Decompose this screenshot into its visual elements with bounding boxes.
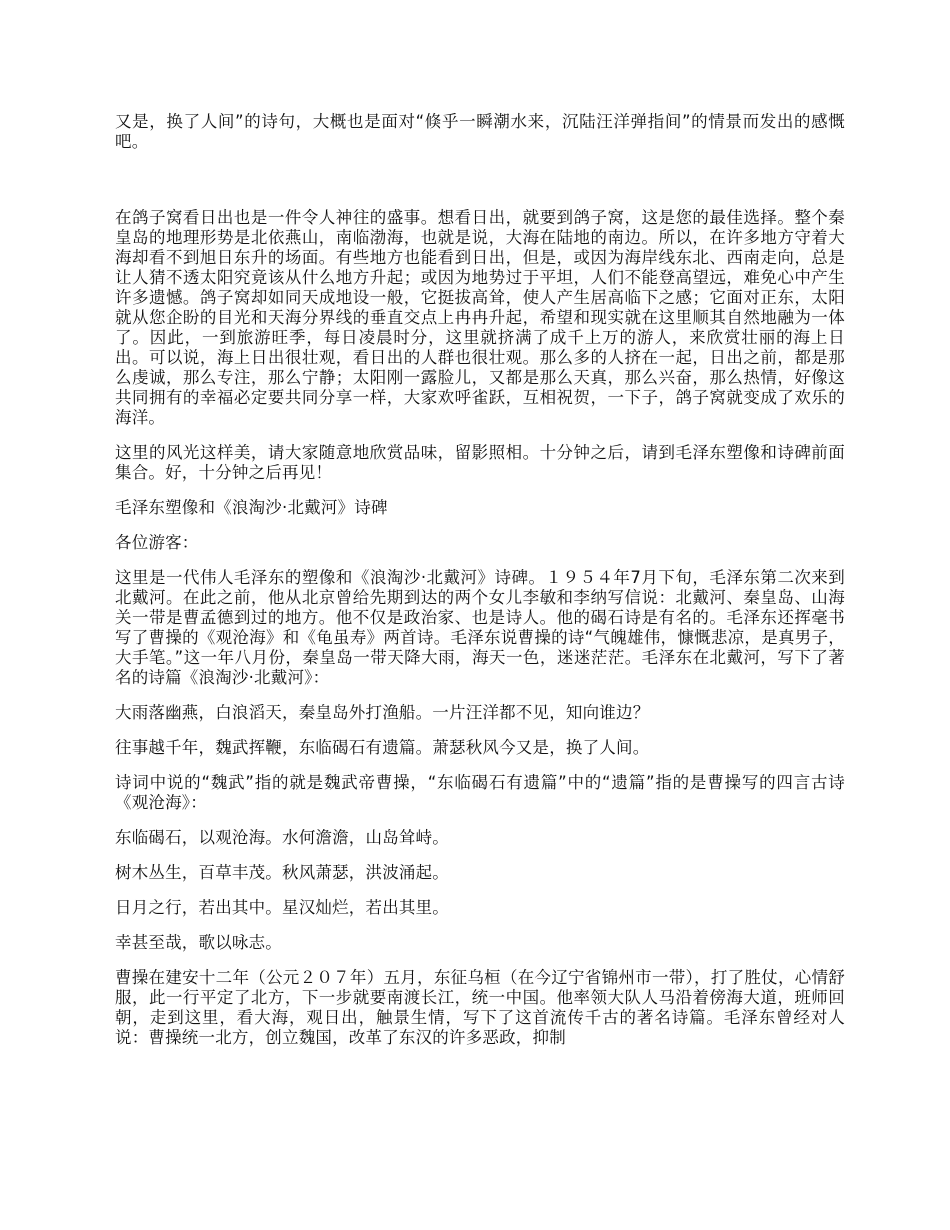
guan-canghai-line-1: 东临碣石，以观沧海。水何澹澹，山岛耸峙。 xyxy=(115,828,449,847)
guan-canghai-line-3: 日月之行，若出其中。星汉灿烂，若出其里。 xyxy=(115,898,449,917)
poem-line-1: 大雨落幽燕，白浪滔天，秦皇岛外打渔船。一片汪洋都不见，知向谁边？ xyxy=(115,703,650,722)
guan-canghai-line-4: 幸甚至哉，歌以咏志。 xyxy=(115,933,282,952)
section-heading-statue-and-poem: 毛泽东塑像和《浪淘沙·北戴河》诗碑 xyxy=(115,498,388,517)
paragraph-gathering-notice: 这里的风光这样美，请大家随意地欣赏品味，留影照相。十分钟之后，请到毛泽东塑像和诗碑前面集合。好，十分钟之后再见！ xyxy=(115,443,845,482)
paragraph-sunrise-gezi-wo: 在鸽子窝看日出也是一件令人神往的盛事。想看日出，就要到鸽子窝，这是您的最佳选择。整个秦皇岛的地理形势是北依燕山，南临渤海，也就是说，大海在陆地的南边。所以，在许多地方守着大海却看不到旭日东升的场面。有些地方也能看到日出，但是，或因为海岸线东北、西南走向，总是让人猜不透太阳究竟该从什么地方升起；或因为地势过于平坦，人们不能登高望远，难免心中产生许多遗憾。鸽子窝却如同天成地设一般，它挺拔高耸，使人产生居高临下之感；它面对正东，太阳就从您企盼的目光和天海分界线的垂直交点上冉冉升起，希望和现实就在这里顺其自然地融为一体了。因此，一到旅游旺季，每日凌晨时分，这里就挤满了成千上万的游人，来欣赏壮丽的海上日出。可以说，海上日出很壮观，看日出的人群也很壮观。那么多的人挤在一起，日出之前，都是那么虔诚，那么专注，那么宁静；太阳刚一露脸儿，又都是那么天真，那么兴奋，那么热情，好像这共同拥有的幸福必定要共同分享一样，大家欢呼雀跃，互相祝贺，一下子，鸽子窝就变成了欢乐的海洋。 xyxy=(115,208,845,427)
document-page xyxy=(115,112,845,1063)
paragraph-cao-cao-history: 曹操在建安十二年（公元２０７年）五月，东征乌桓（在今辽宁省锦州市一带），打了胜仗，心情舒服，此一行平定了北方，下一步就要南渡长江，统一中国。他率领大队人马沿着傍海大道，班师回朝，走到这里，看大海，观日出，触景生情，写下了这首流传千古的著名诗篇。毛泽东曾经对人说：曹操统一北方，创立魏国，改革了东汉的许多恶政，抑制 xyxy=(115,968,845,1047)
paragraph-poem-explanation: 诗词中说的“魏武”指的就是魏武帝曹操，“东临碣石有遗篇”中的“遗篇”指的是曹操写的四言古诗《观沧海》： xyxy=(115,773,845,812)
guan-canghai-line-2: 树木丛生，百草丰茂。秋风萧瑟，洪波涌起。 xyxy=(115,863,449,882)
paragraph-intro-fragment: 又是，换了人间”的诗句，大概也是面对“倏乎一瞬潮水来，沉陆汪洋弹指间”的情景而发出的感慨吧。 xyxy=(115,112,845,151)
paragraph-statue-history: 这里是一代伟人毛泽东的塑像和《浪淘沙·北戴河》诗碑。１９５４年7月下旬，毛泽东第二次来到北戴河。在此之前，他从北京曾给先期到达的两个女儿李敏和李纳写信说：北戴河、秦皇岛、山海关一带是曹孟德到过的地方。他不仅是政治家、也是诗人。他的碣石诗是有名的。毛泽东还挥毫书写了曹操的《观沧海》和《龟虽寿》两首诗。毛泽东说曹操的诗“气魄雄伟，慷慨悲凉，是真男子，大手笔。”这一年八月份，秦皇岛一带天降大雨，海天一色，迷迷茫茫。毛泽东在北戴河，写下了著名的诗篇《浪淘沙·北戴河》： xyxy=(115,568,845,687)
greeting-line: 各位游客： xyxy=(115,533,199,552)
poem-line-2: 往事越千年，魏武挥鞭，东临碣石有遗篇。萧瑟秋风今又是，换了人间。 xyxy=(115,738,650,757)
